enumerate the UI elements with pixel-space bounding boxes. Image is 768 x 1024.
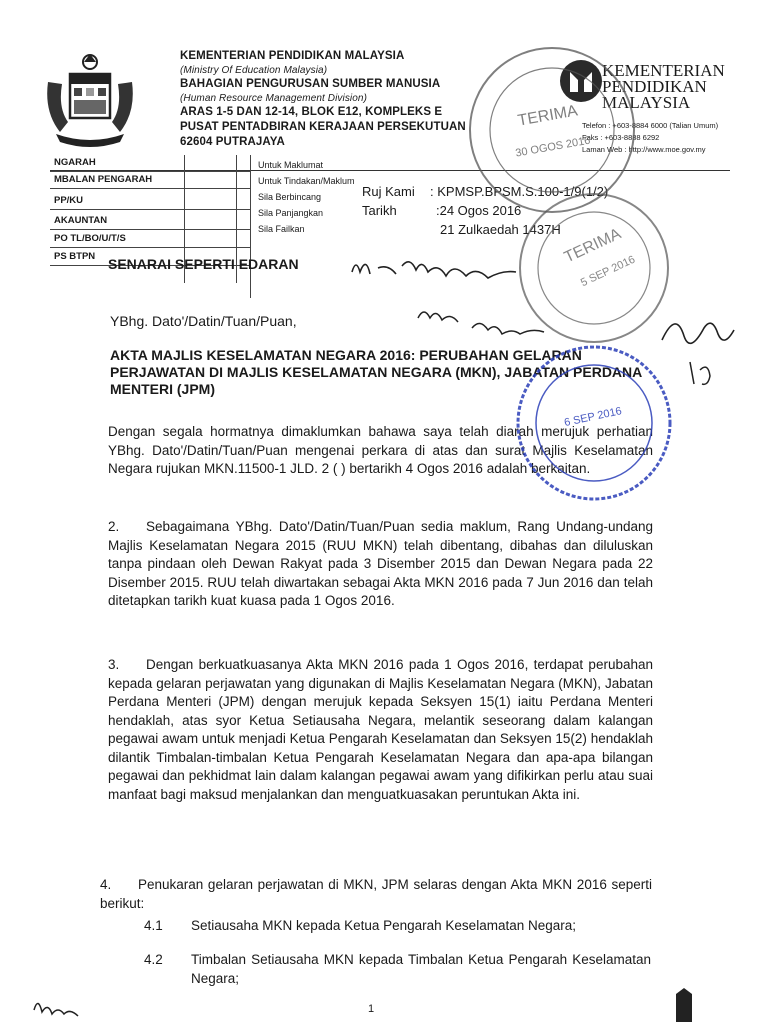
paragraph-1: Dengan segala hormatnya dimaklumkan bahawa saya telah diarah merujuk perhatian YBhg. Dato'/Datin/Tuan/Puan mengenai perkara di atas dan surat Majlis Keselamatan Negara rujukan MKN.11500-1 JLD. 2 ( ) bertarikh 4 Ogos 2016 adalah berkaitan. (108, 424, 653, 476)
address-line-3: 62604 PUTRAJAYA (180, 136, 285, 148)
contact-tel: Telefon : +603-8884 6000 (Talian Umum) (582, 121, 719, 130)
sub-item-number: 4.1 (144, 918, 163, 933)
action-panjangkan: Sila Panjangkan (258, 208, 324, 218)
routing-row: PS BTPN (50, 249, 250, 266)
routing-row: MBALAN PENGARAH (50, 172, 250, 189)
date-value: :24 Ogos 2016 (436, 203, 522, 218)
action-tindakan: Untuk Tindakan/Maklum (258, 176, 355, 186)
stamp-mark-1 (676, 988, 692, 1022)
stamp-received-date: 5 SEP 2016 (578, 253, 638, 290)
sub-item-text: Setiausaha MKN kepada Ketua Pengarah Keselamatan Negara; (191, 918, 577, 933)
routing-row: NGARAH (50, 155, 250, 172)
moe-logo-text-3: MALAYSIA (602, 93, 691, 112)
signature (662, 323, 734, 343)
division-name-en: (Human Resource Management Division) (180, 93, 368, 104)
signature-date (690, 362, 710, 384)
distribution-list: SENARAI SEPERTI EDARAN (108, 256, 299, 272)
received-stamp-blue (518, 347, 670, 499)
action-bincang: Sila Berbincang (258, 192, 322, 202)
contact-web: Laman Web : http://www.moe.gov.my (582, 145, 706, 154)
moe-logo-text-1: KEMENTERIAN (602, 61, 725, 80)
division-name: BAHAGIAN PENGURUSAN SUMBER MANUSIA (180, 78, 441, 90)
initials (34, 1003, 78, 1016)
stamp-received-text: TERIMA (561, 225, 624, 267)
sub-item-text: Timbalan Setiausaha MKN kepada Timbalan Ketua Pengarah Keselamatan Negara; (191, 952, 651, 986)
hijri-date: 21 Zulkaedah 1437H (440, 222, 561, 237)
routing-row: PP/KU (50, 193, 250, 210)
stamp-received-text: TERIMA (516, 102, 579, 130)
handwritten-note (352, 262, 516, 278)
sub-item-number: 4.2 (144, 952, 163, 967)
address-line-1: ARAS 1-5 DAN 12-14, BLOK E12, KOMPLEKS E (180, 106, 443, 118)
reference-label: Ruj Kami (362, 184, 415, 199)
moe-logo-text-2: PENDIDIKAN (602, 77, 707, 96)
stamp-received-date: 30 OGOS 2016 (514, 134, 592, 160)
date-label: Tarikh (362, 203, 397, 218)
action-failkan: Sila Failkan (258, 224, 305, 234)
contact-fax: Faks : +603-8888 6292 (582, 133, 660, 142)
reference-value: : KPMSP.BPSM.S.100-1/9(1/2) (430, 184, 609, 199)
ministry-name: KEMENTERIAN PENDIDIKAN MALAYSIA (180, 50, 405, 62)
handwritten-note (418, 312, 544, 334)
received-stamp-grey (470, 48, 634, 212)
ministry-name-en: (Ministry Of Education Malaysia) (180, 65, 328, 76)
paragraph-3: 3. Dengan berkuatkuasanya Akta MKN 2016 pada 1 Ogos 2016, terdapat perubahan kepada gelaran perjawatan yang digunakan di Majlis Keselamatan Negara (MKN), Jabatan Perdana Menteri (JPM) dengan merujuk kepada Seksyen 15(1) iaitu Perdana Menteri hendaklah, atas syor Ketua Setiausaha Negara, melantik seseorang dalam kalangan pegawai awam untuk menjadi Ketua Pengarah Keselamatan dan Seksyen 15(2) hendaklah dilantik Timbalan-timbalan Ketua Pengarah Keselamatan Negara dan apa-apa bilangan pegawai dan pekhidmat lain dalam kalangan pegawai awam yang difikirkan perlu atau suai manfaat bagi maksud menjalankan dan menguatkuasakan peruntukan Akta ini. (108, 657, 653, 802)
subject-heading: AKTA MAJLIS KESELAMATAN NEGARA 2016: PERUBAHAN GELARAN PERJAWATAN DI MAJLIS KESELAMATAN NEGARA (MKN), JABATAN PERDANA MENTERI (JPM) (110, 347, 642, 397)
address-line-2: PUSAT PENTADBIRAN KERAJAAN PERSEKUTUAN (180, 121, 466, 133)
action-maklum: Untuk Maklumat (258, 160, 324, 170)
routing-row: AKAUNTAN (50, 213, 250, 230)
salutation: YBhg. Dato'/Datin/Tuan/Puan, (110, 313, 297, 329)
paragraph-2: 2. Sebagaimana YBhg. Dato'/Datin/Tuan/Puan sedia maklum, Rang Undang-undang Majlis Keselamatan Negara 2015 (RUU MKN) telah dibentang, dibahas dan diluluskan tanpa pindaan oleh Dewan Rakyat pada 3 Disember 2015 dan Dewan Negara pada 22 Disember 2015. RUU telah diwartakan sebagai Akta MKN 2016 pada 7 Jun 2016 dan telah ditetapkan tarikh kuat kuasa pada 1 Ogos 2016. (108, 519, 653, 608)
stamp-blue-date: 6 SEP 2016 (563, 405, 623, 430)
routing-row: PO TL/BO/U/T/S (50, 231, 250, 248)
page-number: 1 (368, 1003, 375, 1015)
paragraph-4: 4. Penukaran gelaran perjawatan di MKN, JPM selaras dengan Akta MKN 2016 seperti berikut: (100, 877, 652, 911)
received-stamp-grey-2 (520, 194, 668, 342)
